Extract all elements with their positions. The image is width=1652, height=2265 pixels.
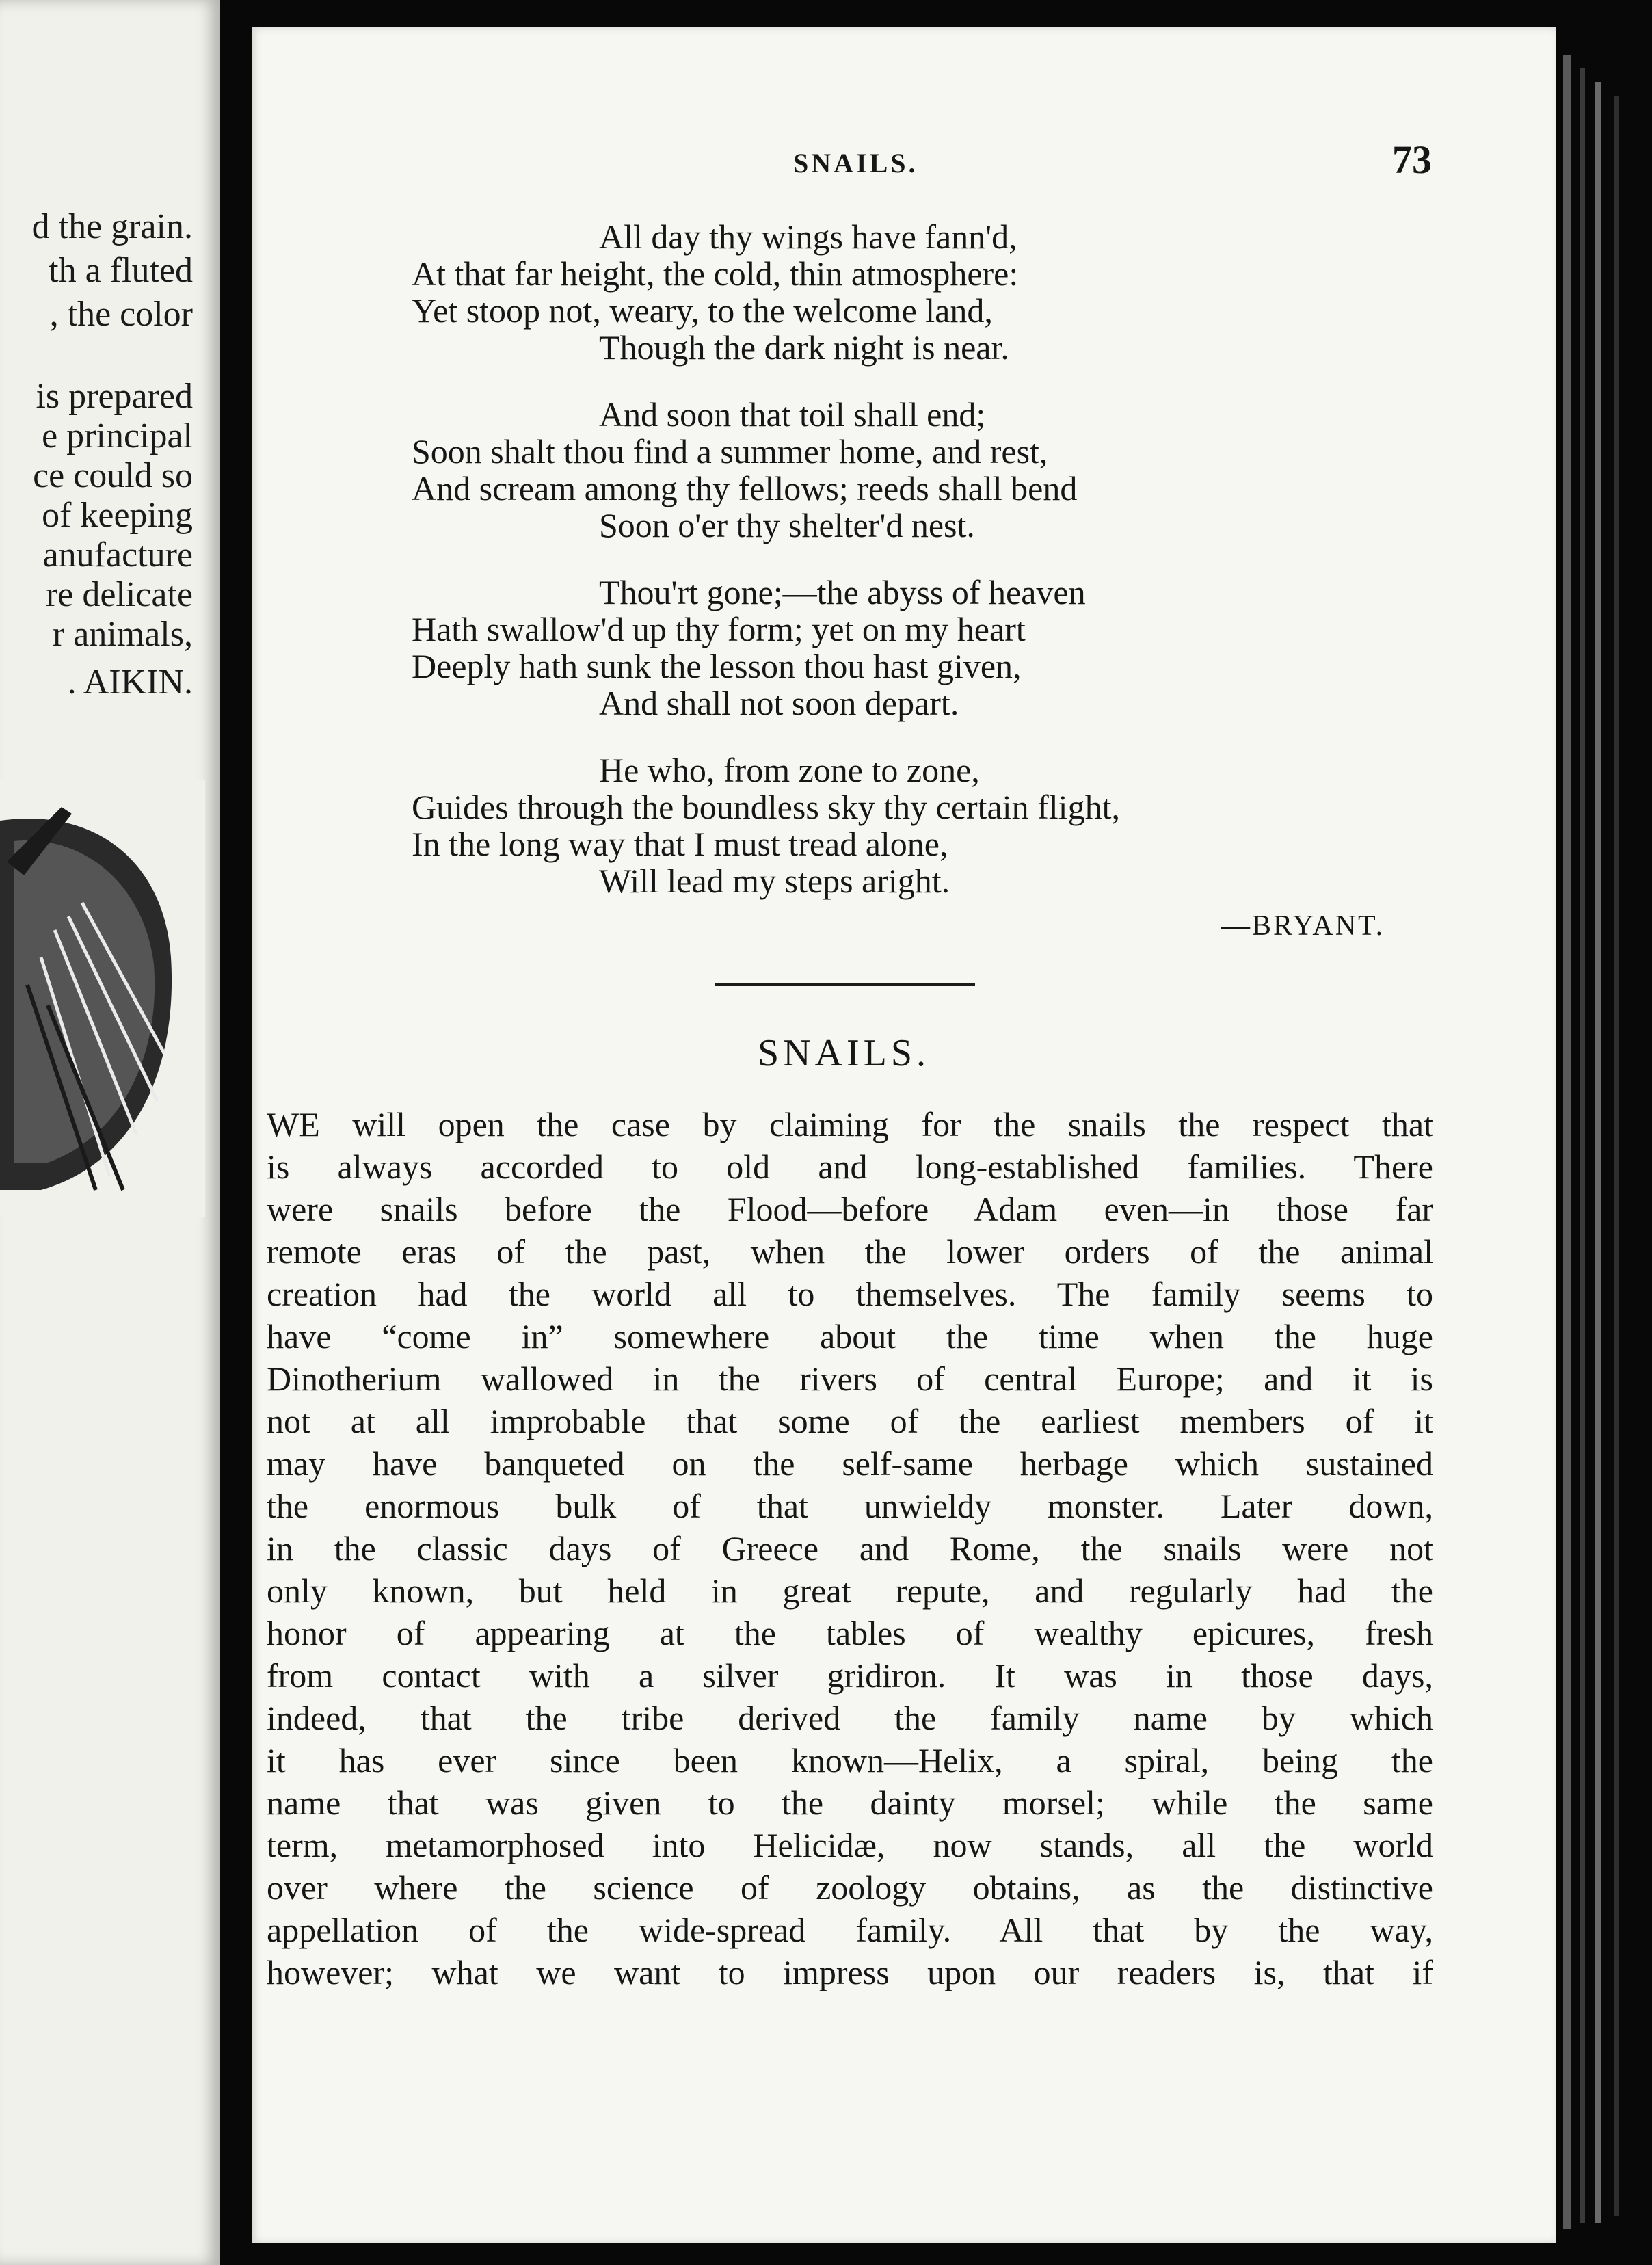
poem-line: And shall not soon depart.	[599, 684, 959, 722]
poem-line: In the long way that I must tread alone,	[412, 825, 948, 863]
prose-line: indeed, that the tribe derived the family name by which	[267, 1699, 1433, 1737]
article-title-row	[0, 1031, 1652, 1075]
facing-page-line: , the color	[49, 295, 193, 334]
section-divider	[715, 983, 975, 986]
prose-line: appellation of the wide-spread family. All that by the way,	[267, 1911, 1433, 1949]
facing-page-line: of keeping	[42, 496, 193, 535]
page-number: 73	[1392, 137, 1432, 182]
facing-page-line: e principal	[42, 416, 193, 455]
prose-line: honor of appearing at the tables of wealthy epicures, fresh	[267, 1614, 1433, 1652]
poem-line: Soon shalt thou find a summer home, and rest,	[412, 432, 1048, 471]
page-edges	[1559, 41, 1641, 2243]
running-head: SNAILS.	[793, 148, 918, 178]
poem-line: All day thy wings have fann'd,	[599, 217, 1017, 256]
facing-page	[0, 0, 220, 2265]
poem-line: Will lead my steps aright.	[599, 862, 950, 900]
prose-line: WE will open the case by claiming for the snails the respect that	[267, 1105, 1433, 1143]
prose-line: name that was given to the dainty morsel; while the same	[267, 1784, 1433, 1822]
poem-line: Guides through the boundless sky thy certain flight,	[412, 788, 1120, 826]
poem-line: And soon that toil shall end;	[599, 395, 986, 434]
prose-line: were snails before the Flood—before Adam even—in those far	[267, 1190, 1433, 1228]
facing-page-line: th a fluted	[49, 251, 193, 290]
prose-line: in the classic days of Greece and Rome, the snails were not	[267, 1529, 1433, 1567]
poem-line: He who, from zone to zone,	[599, 751, 980, 789]
facing-page-author: . AIKIN.	[67, 663, 193, 702]
facing-page-line: d the grain.	[31, 207, 193, 246]
prose-line: term, metamorphosed into Helicidæ, now stands, all the world	[267, 1826, 1433, 1864]
prose-line: it has ever since been known—Helix, a spiral, being the	[267, 1741, 1433, 1779]
poem-line: Yet stoop not, weary, to the welcome land,	[412, 291, 993, 330]
prose-line: remote eras of the past, when the lower orders of the animal	[267, 1232, 1433, 1271]
poem-line: Soon o'er thy shelter'd nest.	[599, 506, 975, 544]
prose-line: over where the science of zoology obtains, as the distinctive	[267, 1868, 1433, 1907]
facing-page-line: anufacture	[42, 535, 193, 574]
prose-line: from contact with a silver gridiron. It was in those days,	[267, 1656, 1433, 1695]
facing-page-line: re delicate	[45, 575, 193, 614]
prose-line: not at all improbable that some of the earliest members of it	[267, 1402, 1433, 1440]
article-title: SNAILS.	[757, 1032, 931, 1074]
prose-line: Dinotherium wallowed in the rivers of central Europe; and it is	[267, 1360, 1433, 1398]
poem-line: Hath swallow'd up thy form; yet on my heart	[412, 610, 1026, 648]
prose-line: is always accorded to old and long-established families. There	[267, 1148, 1433, 1186]
prose-line: the enormous bulk of that unwieldy monster. Later down,	[267, 1487, 1433, 1525]
prose-line: have “come in” somewhere about the time when the huge	[267, 1317, 1433, 1355]
poem-line: At that far height, the cold, thin atmosphere:	[412, 254, 1019, 293]
poem-line: And scream among thy fellows; reeds shall bend	[412, 469, 1078, 507]
facing-page-line: ce could so	[33, 456, 193, 495]
poem-attribution: —BRYANT.	[1221, 910, 1385, 942]
prose-line: only known, but held in great repute, and regularly had the	[267, 1572, 1433, 1610]
poem-line: Deeply hath sunk the lesson thou hast given,	[412, 647, 1022, 685]
prose-line: creation had the world all to themselves. The family seems to	[267, 1275, 1433, 1313]
poem-line: Though the dark night is near.	[599, 328, 1009, 367]
prose-line: however; what we want to impress upon our readers is, that if	[267, 1953, 1433, 1991]
facing-page-line: r animals,	[52, 615, 193, 654]
poem-line: Thou'rt gone;—the abyss of heaven	[599, 573, 1086, 611]
prose-line: may have banqueted on the self-same herbage which sustained	[267, 1444, 1433, 1483]
woodcut-illustration	[0, 780, 205, 1217]
facing-page-line: is prepared	[36, 377, 193, 416]
